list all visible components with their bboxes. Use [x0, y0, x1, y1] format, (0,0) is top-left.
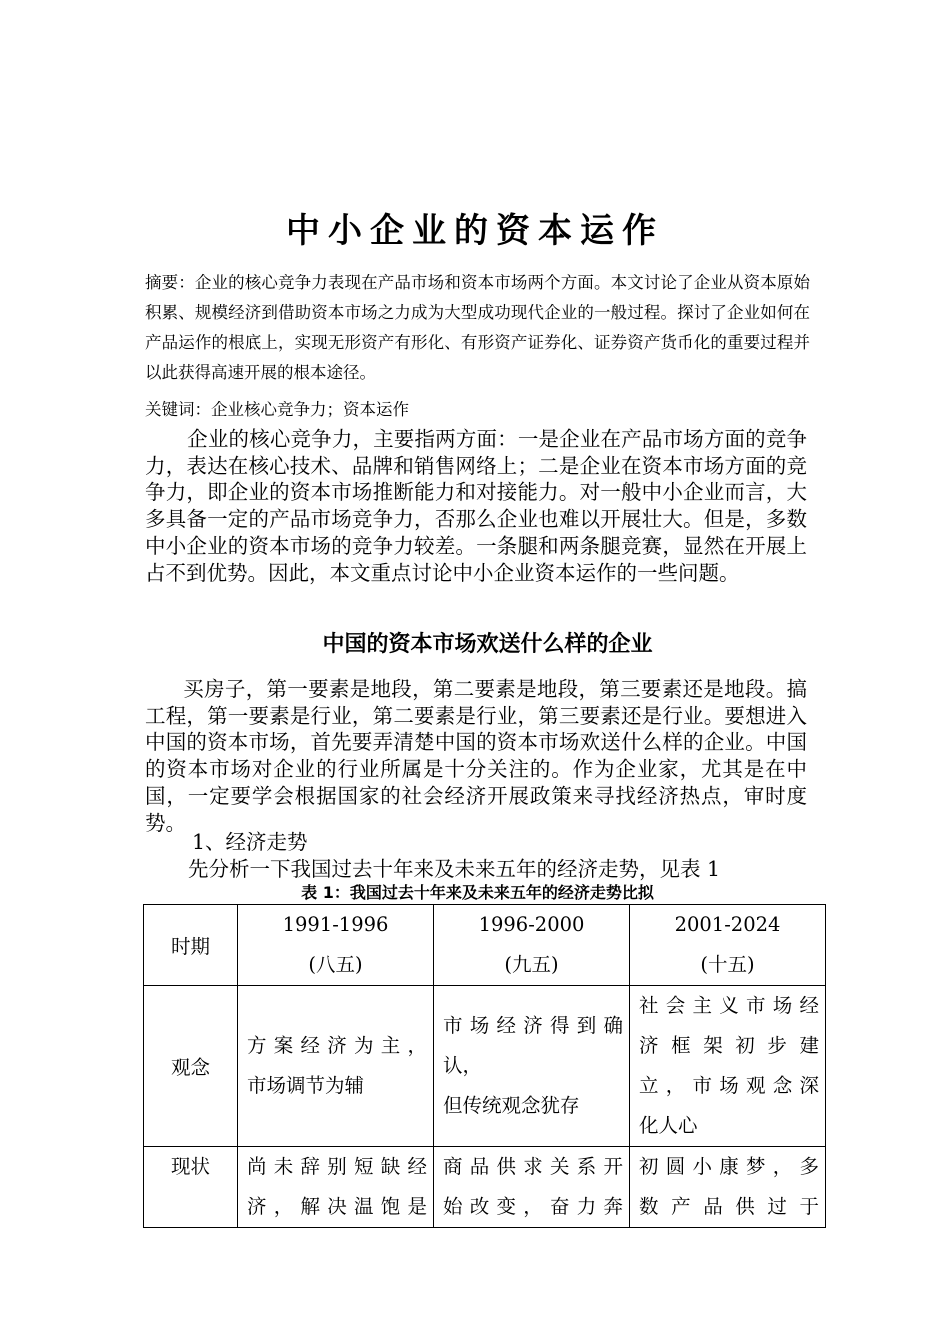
table-row-status — [144, 1147, 826, 1228]
table-cell-status-label: 现状 — [144, 1147, 238, 1228]
cell-line: 立，市场观念深 — [639, 1074, 819, 1097]
keywords-text: 企业核心竞争力；资本运作 — [211, 400, 409, 419]
section-paragraph — [145, 676, 807, 836]
table-cell — [434, 986, 630, 1147]
table-cell — [238, 986, 434, 1147]
cell-line: 数产品供过于 — [639, 1195, 819, 1218]
abstract-text: 企业的核心竞争力表现在产品市场和资本市场两个方面。本文讨论了企业从资本原始积累、规模经济到借助资本市场之力成为大型成功现代企业的一般过程。探讨了企业如何在产品运作的根底上，实现无形资产有形化、有形资产证券化、证券资产货币化的重要过程并以此获得高速开展的根本途径。 — [145, 273, 811, 382]
cell-line: 方案经济为主， — [247, 1034, 427, 1057]
table-cell — [238, 1147, 434, 1228]
section-paragraph-text: 买房子，第一要素是地段，第二要素是地段，第三要素还是地段。搞工程，第一要素是行业，第二要素是行业，第三要素还是行业。要想进入中国的资本市场，首先要弄清楚中国的资本市场欢送什么样的企业。中国的资本市场对企业的行业所属是十分关注的。作为企业家，尤其是在中国，一定要学会根据国家的社会经济开展政策来寻找经济热点，审时度势。 — [145, 677, 807, 835]
cell-line: 始改变，奋力奔 — [443, 1195, 623, 1218]
cell-line: 商品供求关系开 — [443, 1155, 623, 1178]
table-row-concept — [144, 986, 826, 1147]
table-cell — [630, 1147, 826, 1228]
cell-line: 济，解决温饱是 — [247, 1195, 427, 1218]
table-cell — [434, 1147, 630, 1228]
intro-paragraph — [145, 426, 807, 586]
table-header-cell — [238, 905, 434, 986]
economic-trend-table — [143, 904, 826, 1228]
period-years: 2001-2024 — [674, 913, 781, 936]
period-plan: (十五) — [700, 953, 755, 976]
cell-line: 但传统观念犹存 — [443, 1094, 580, 1117]
period-plan: (九五) — [504, 953, 559, 976]
cell-line: 市场调节为辅 — [247, 1074, 365, 1097]
keywords — [145, 397, 810, 423]
list-item-economic-trend: 1、经济走势 — [192, 830, 308, 854]
keywords-label: 关键词： — [145, 400, 211, 419]
table-cell-period-label: 时期 — [144, 905, 238, 986]
period-years: 1991-1996 — [282, 913, 389, 936]
table-cell-concept-label: 观念 — [144, 986, 238, 1147]
section-heading: 中国的资本市场欢送什么样的企业 — [322, 632, 653, 657]
abstract-label: 摘要： — [145, 273, 195, 292]
period-years: 1996-2000 — [478, 913, 585, 936]
cell-line: 社会主义市场经 — [639, 994, 819, 1017]
period-plan: (八五) — [308, 953, 363, 976]
cell-line: 尚未辞别短缺经 — [247, 1155, 427, 1178]
table-header-cell — [630, 905, 826, 986]
abstract — [145, 268, 810, 388]
table-header-row — [144, 905, 826, 986]
cell-line: 济框架初步建 — [639, 1034, 819, 1057]
cell-line: 化人心 — [639, 1114, 698, 1137]
table-cell — [630, 986, 826, 1147]
cell-line: 认， — [443, 1054, 483, 1077]
table-header-cell — [434, 905, 630, 986]
table-intro: 先分析一下我国过去十年来及未来五年的经济走势，见表 1 — [188, 857, 721, 881]
document-title: 中小企业的资本运作 — [286, 211, 664, 251]
table-caption: 表 1：我国过去十年来及未来五年的经济走势比拟 — [301, 883, 654, 902]
intro-paragraph-text: 企业的核心竞争力，主要指两方面：一是企业在产品市场方面的竞争力，表达在核心技术、品牌和销售网络上；二是企业在资本市场方面的竞争力，即企业的资本市场推断能力和对接能力。对一般中小企业而言，大多具备一定的产品市场竞争力，否那么企业也难以开展壮大。但是，多数中小企业的资本市场的竞争力较差。一条腿和两条腿竞赛，显然在开展上占不到优势。因此，本文重点讨论中小企业资本运作的一些问题。 — [145, 427, 807, 585]
cell-line: 初圆小康梦，多 — [639, 1155, 819, 1178]
cell-line: 市场经济得到确 — [443, 1014, 623, 1037]
